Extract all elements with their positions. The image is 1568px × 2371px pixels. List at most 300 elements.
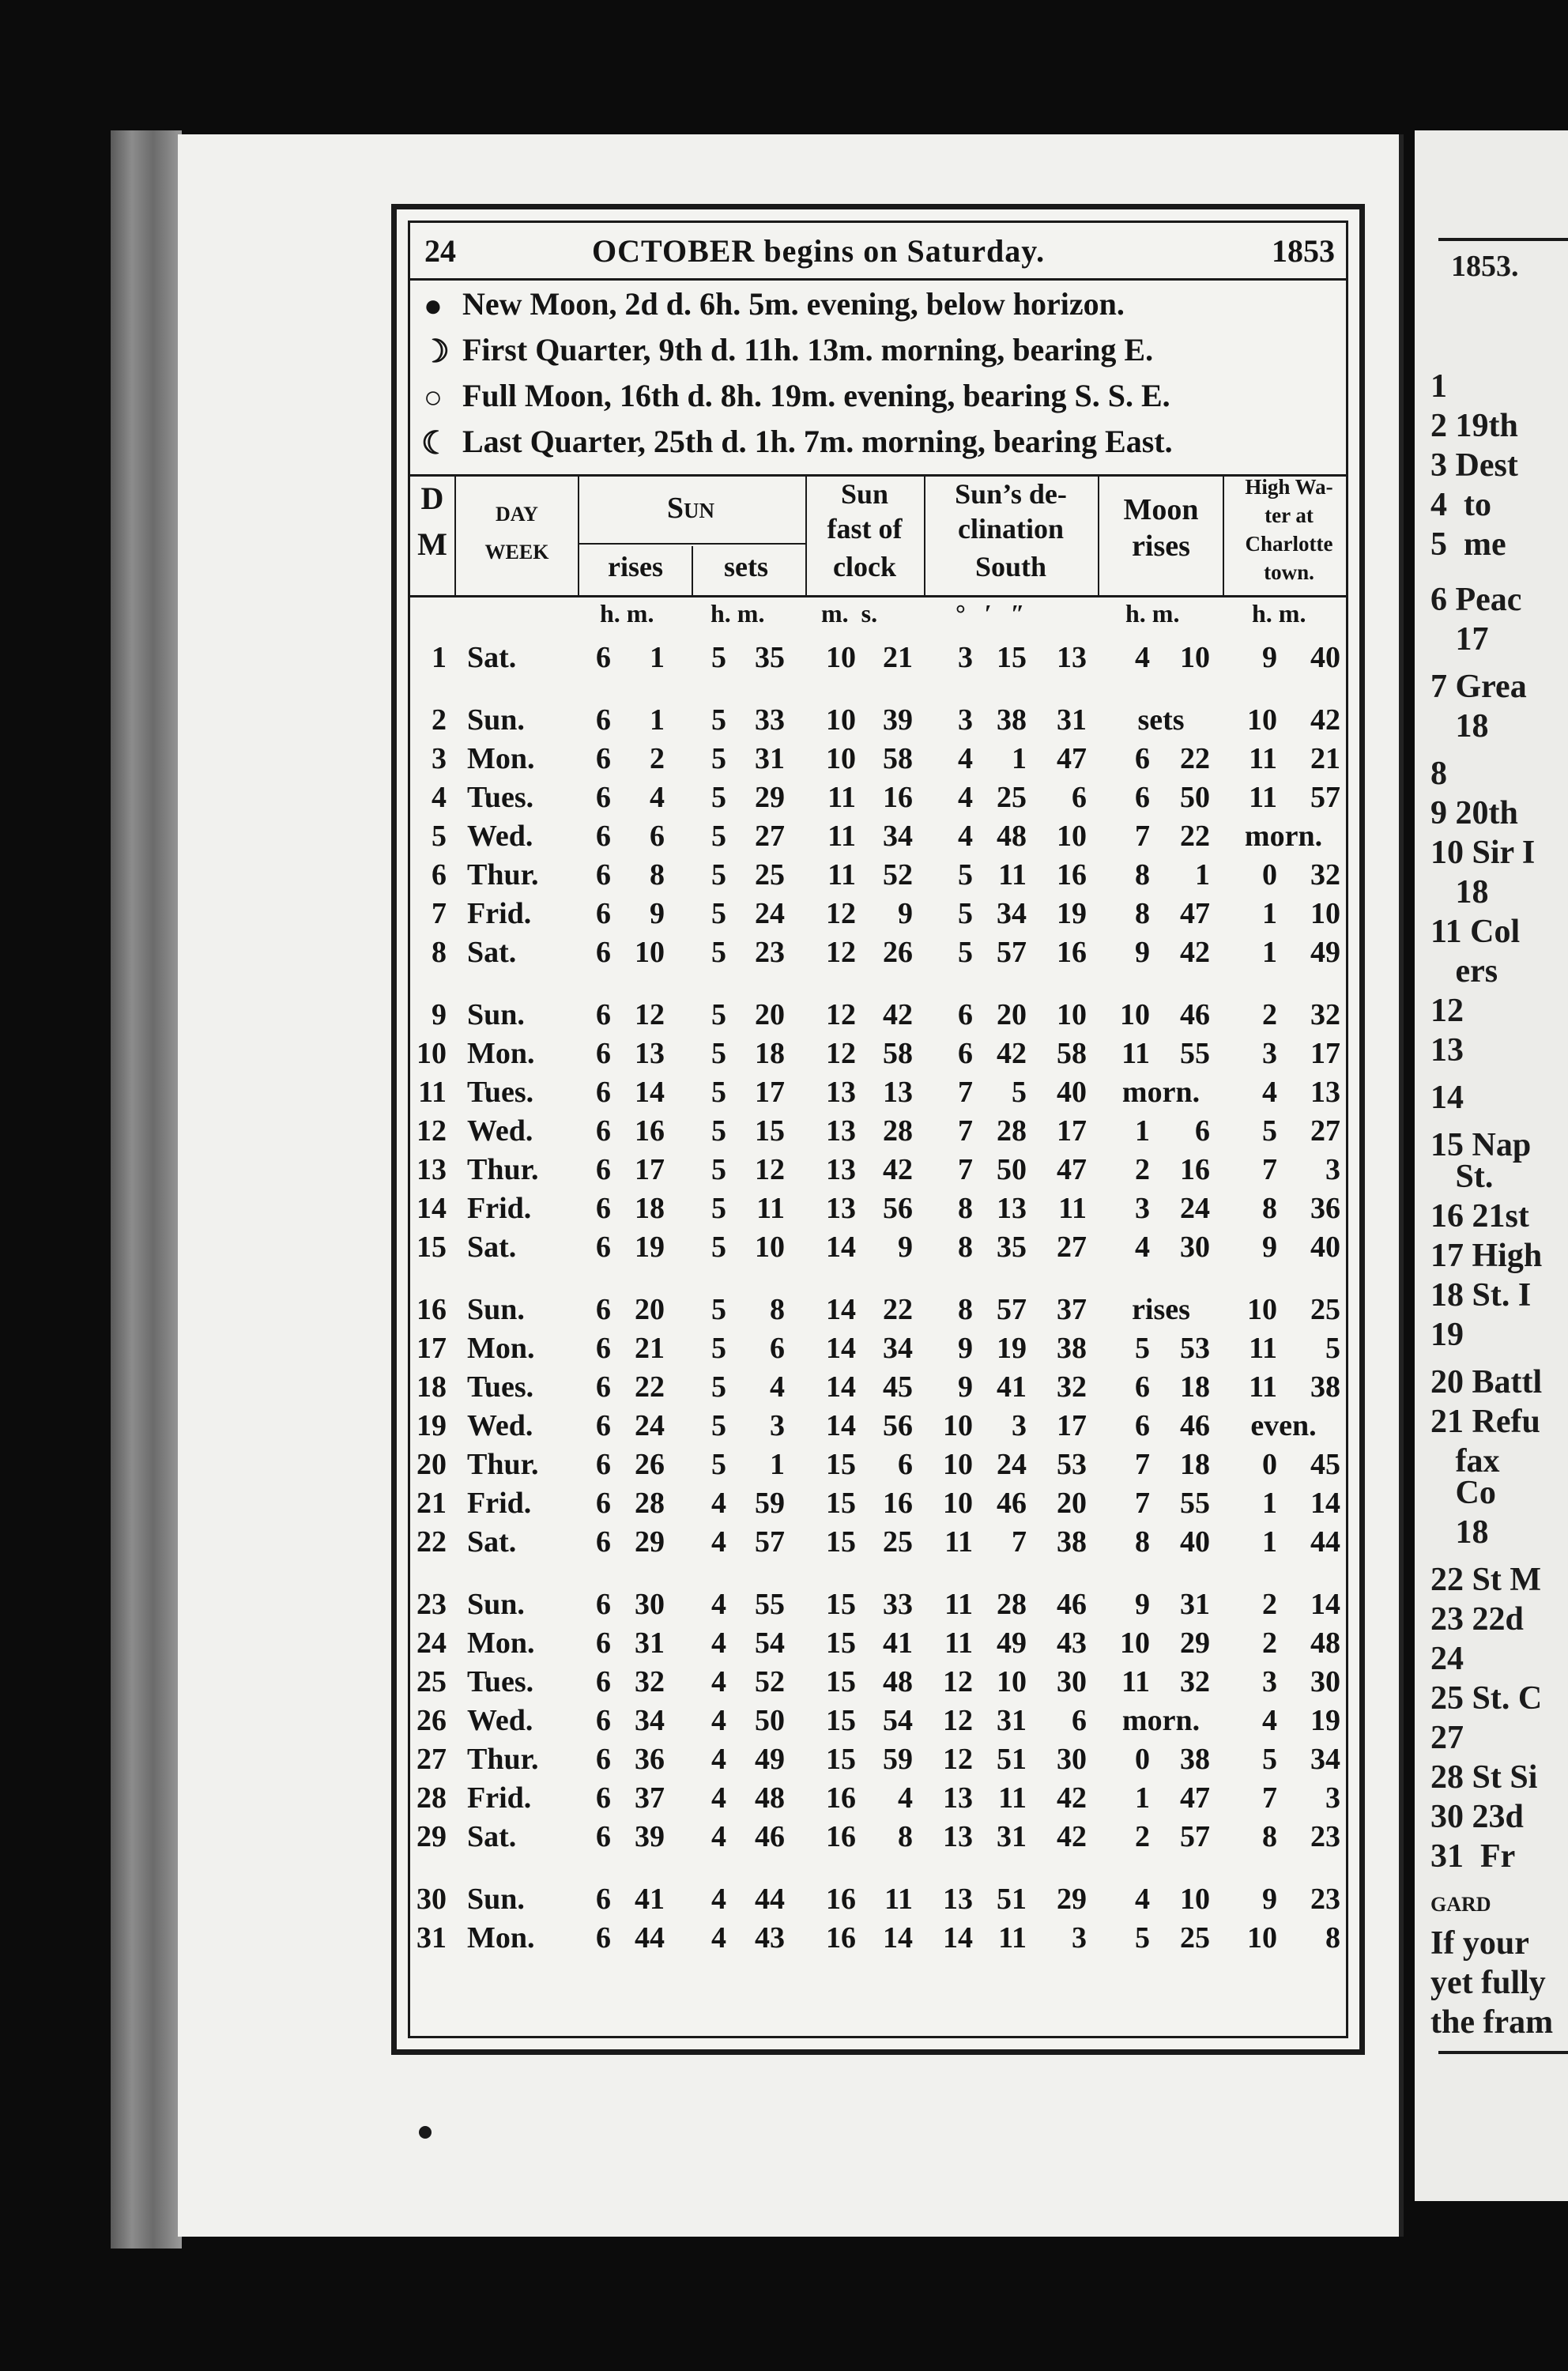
cell-fm: 14 xyxy=(826,1409,856,1442)
cell-d: 8 xyxy=(432,936,447,969)
cell-sm: 44 xyxy=(755,1883,785,1916)
cell-fs: 6 xyxy=(898,1448,913,1481)
right-page-line: ers xyxy=(1430,953,1498,989)
right-page-line: 28 St Si xyxy=(1430,1759,1538,1796)
cell-mh: 4 xyxy=(1135,1231,1150,1264)
header-hw-3: Charlotte xyxy=(1245,532,1333,556)
cell-sm: 4 xyxy=(770,1370,785,1404)
cell-d: 4 xyxy=(432,781,447,814)
cell-mh: morn. xyxy=(1121,1076,1200,1109)
cell-fm: 14 xyxy=(826,1231,856,1264)
cell-sm: 8 xyxy=(770,1293,785,1326)
cell-mh: 5 xyxy=(1135,1921,1150,1954)
table-row xyxy=(410,1663,1346,1701)
cell-sm: 12 xyxy=(755,1153,785,1186)
cell-sh: 5 xyxy=(711,1192,726,1225)
cell-mm: 22 xyxy=(1180,742,1210,775)
cell-hm: 3 xyxy=(1325,1153,1340,1186)
right-page-line: 12 xyxy=(1430,993,1464,1029)
cell-fs: 14 xyxy=(883,1921,913,1954)
cell-ds: 10 xyxy=(1057,820,1087,853)
cell-hh: 2 xyxy=(1262,1627,1277,1660)
units-row xyxy=(410,599,1346,639)
table-row xyxy=(410,1151,1346,1189)
cell-w: Frid. xyxy=(467,1192,532,1225)
cell-rm: 36 xyxy=(635,1743,665,1776)
cell-sh: 4 xyxy=(711,1704,726,1737)
cell-hh: 1 xyxy=(1262,1487,1277,1520)
cell-dd: 7 xyxy=(958,1076,973,1109)
cell-rm: 6 xyxy=(650,820,665,853)
cell-fs: 39 xyxy=(883,703,913,737)
cell-mh: 6 xyxy=(1135,1370,1150,1404)
header-fast-1: Sun xyxy=(840,478,889,510)
cell-d: 2 xyxy=(432,703,447,737)
cell-sh: 5 xyxy=(711,1448,726,1481)
cell-mh: 11 xyxy=(1121,1665,1150,1698)
cell-dd: 10 xyxy=(943,1448,973,1481)
right-page-line: 16 21st xyxy=(1430,1198,1529,1235)
cell-fm: 15 xyxy=(826,1588,856,1621)
cell-fs: 16 xyxy=(883,1487,913,1520)
cell-sm: 33 xyxy=(755,703,785,737)
almanac-table-frame xyxy=(391,204,1365,2055)
unit-hw: h. m. xyxy=(1252,599,1306,628)
right-page-line: 7 Grea xyxy=(1430,669,1527,705)
cell-hh: morn. xyxy=(1244,820,1323,853)
cell-mm: 46 xyxy=(1180,1409,1210,1442)
phase-text: New Moon, 2d d. 6h. 5m. evening, below horizon. xyxy=(462,286,1125,322)
cell-sh: 5 xyxy=(711,897,726,930)
cell-sh: 4 xyxy=(711,1525,726,1559)
cell-fs: 58 xyxy=(883,742,913,775)
right-page-line: yet fully xyxy=(1430,1965,1546,2001)
cell-mm: 57 xyxy=(1180,1820,1210,1853)
cell-hm: 32 xyxy=(1310,998,1340,1031)
cell-hh: 9 xyxy=(1262,1231,1277,1264)
cell-d: 30 xyxy=(416,1883,447,1916)
cell-w: Sat. xyxy=(467,1820,517,1853)
cell-rh: 6 xyxy=(596,1704,611,1737)
cell-mm: 53 xyxy=(1180,1332,1210,1365)
right-page-line: 17 xyxy=(1430,621,1489,658)
table-row xyxy=(410,740,1346,778)
cell-fs: 13 xyxy=(883,1076,913,1109)
cell-rh: 6 xyxy=(596,1743,611,1776)
cell-sm: 59 xyxy=(755,1487,785,1520)
right-page-line: 30 23d xyxy=(1430,1799,1524,1835)
cell-fm: 10 xyxy=(826,641,856,674)
unit-sets: h. m. xyxy=(710,599,765,628)
cell-ds: 13 xyxy=(1057,641,1087,674)
cell-mm: 47 xyxy=(1180,897,1210,930)
cell-sh: 4 xyxy=(711,1487,726,1520)
cell-hh: 1 xyxy=(1262,1525,1277,1559)
cell-w: Tues. xyxy=(467,781,534,814)
cell-rh: 6 xyxy=(596,820,611,853)
cell-hm: 14 xyxy=(1310,1487,1340,1520)
cell-sm: 43 xyxy=(755,1921,785,1954)
header-hw-4: town. xyxy=(1264,560,1314,584)
table-row xyxy=(410,856,1346,894)
table-row xyxy=(410,1523,1346,1561)
table-row xyxy=(410,1585,1346,1623)
cell-rm: 17 xyxy=(635,1153,665,1186)
cell-rm: 34 xyxy=(635,1704,665,1737)
cell-dd: 3 xyxy=(958,641,973,674)
cell-rh: 6 xyxy=(596,1448,611,1481)
right-page-line: If your xyxy=(1430,1925,1529,1962)
cell-hm: 19 xyxy=(1310,1704,1340,1737)
cell-dmm: 24 xyxy=(997,1448,1027,1481)
cell-mm: 32 xyxy=(1180,1665,1210,1698)
cell-rh: 6 xyxy=(596,1883,611,1916)
right-page-line: 18 xyxy=(1430,708,1489,744)
cell-d: 9 xyxy=(432,998,447,1031)
cell-fm: 13 xyxy=(826,1153,856,1186)
cell-dmm: 25 xyxy=(997,781,1027,814)
right-page-line: 11 Col xyxy=(1430,914,1521,950)
cell-dd: 12 xyxy=(943,1704,973,1737)
cell-rh: 6 xyxy=(596,1820,611,1853)
cell-rm: 12 xyxy=(635,998,665,1031)
cell-d: 7 xyxy=(432,897,447,930)
cell-ds: 17 xyxy=(1057,1114,1087,1148)
cell-dmm: 42 xyxy=(997,1037,1027,1070)
cell-mm: 10 xyxy=(1180,1883,1210,1916)
cell-ds: 11 xyxy=(1058,1192,1087,1225)
cell-rh: 6 xyxy=(596,1231,611,1264)
cell-d: 1 xyxy=(432,641,447,674)
cell-w: Frid. xyxy=(467,1781,532,1815)
cell-hh: 11 xyxy=(1249,742,1277,775)
cell-d: 19 xyxy=(416,1409,447,1442)
cell-sh: 5 xyxy=(711,781,726,814)
cell-w: Wed. xyxy=(467,1114,533,1148)
cell-w: Sun. xyxy=(467,703,525,737)
cell-d: 16 xyxy=(416,1293,447,1326)
cell-mm: 55 xyxy=(1180,1037,1210,1070)
cell-ds: 38 xyxy=(1057,1332,1087,1365)
unit-rises: h. m. xyxy=(600,599,654,628)
cell-dd: 8 xyxy=(958,1192,973,1225)
cell-dd: 13 xyxy=(943,1820,973,1853)
cell-mm: 16 xyxy=(1180,1153,1210,1186)
cell-hm: 13 xyxy=(1310,1076,1340,1109)
cell-dd: 10 xyxy=(943,1409,973,1442)
cell-ds: 27 xyxy=(1057,1231,1087,1264)
cell-dmm: 28 xyxy=(997,1588,1027,1621)
cell-sm: 50 xyxy=(755,1704,785,1737)
cell-ds: 42 xyxy=(1057,1820,1087,1853)
header-hw-1: High Wa- xyxy=(1245,475,1333,499)
cell-w: Sat. xyxy=(467,936,517,969)
cell-ds: 30 xyxy=(1057,1665,1087,1698)
cell-hm: 17 xyxy=(1310,1037,1340,1070)
header-decl-1: Sun’s de- xyxy=(955,478,1067,510)
header-sun: Sun xyxy=(666,492,715,525)
cell-hm: 48 xyxy=(1310,1627,1340,1660)
cell-rm: 22 xyxy=(635,1370,665,1404)
right-page-line: 24 xyxy=(1430,1641,1464,1677)
right-page-line: 8 xyxy=(1430,756,1447,792)
cell-rh: 6 xyxy=(596,742,611,775)
table-row xyxy=(410,1446,1346,1483)
header-decl-3: South xyxy=(974,551,1047,582)
cell-sm: 1 xyxy=(770,1448,785,1481)
cell-dmm: 49 xyxy=(997,1627,1027,1660)
cell-d: 12 xyxy=(416,1114,447,1148)
cell-w: Thur. xyxy=(467,858,539,891)
cell-dmm: 31 xyxy=(997,1704,1027,1737)
cell-dmm: 57 xyxy=(997,1293,1027,1326)
cell-ds: 16 xyxy=(1057,936,1087,969)
cell-rh: 6 xyxy=(596,858,611,891)
cell-fs: 48 xyxy=(883,1665,913,1698)
cell-rm: 21 xyxy=(635,1332,665,1365)
cell-fm: 15 xyxy=(826,1665,856,1698)
unit-fast: m. s. xyxy=(821,599,878,628)
cell-fm: 15 xyxy=(826,1487,856,1520)
cell-sh: 5 xyxy=(711,1076,726,1109)
cell-rm: 31 xyxy=(635,1627,665,1660)
cell-mh: 3 xyxy=(1135,1192,1150,1225)
cell-hm: 23 xyxy=(1310,1820,1340,1853)
cell-dd: 4 xyxy=(958,742,973,775)
cell-hm: 49 xyxy=(1310,936,1340,969)
cell-d: 20 xyxy=(416,1448,447,1481)
table-row xyxy=(410,996,1346,1034)
cell-mh: sets xyxy=(1137,703,1185,737)
cell-d: 31 xyxy=(416,1921,447,1954)
cell-rm: 29 xyxy=(635,1525,665,1559)
cell-hm: 3 xyxy=(1325,1781,1340,1815)
cell-d: 10 xyxy=(416,1037,447,1070)
cell-hm: 36 xyxy=(1310,1192,1340,1225)
cell-mm: 47 xyxy=(1180,1781,1210,1815)
cell-hm: 27 xyxy=(1310,1114,1340,1148)
cell-sh: 4 xyxy=(711,1627,726,1660)
cell-d: 29 xyxy=(416,1820,447,1853)
cell-dmm: 5 xyxy=(1012,1076,1027,1109)
right-page-line: St. xyxy=(1430,1159,1494,1195)
cell-mh: 11 xyxy=(1121,1037,1150,1070)
cell-mh: 4 xyxy=(1135,641,1150,674)
cell-hh: 5 xyxy=(1262,1743,1277,1776)
cell-rm: 28 xyxy=(635,1487,665,1520)
cell-dmm: 51 xyxy=(997,1743,1027,1776)
header-sun-sets: sets xyxy=(724,551,768,582)
cell-fs: 58 xyxy=(883,1037,913,1070)
cell-sh: 4 xyxy=(711,1921,726,1954)
right-page-line: fax xyxy=(1430,1443,1500,1480)
cell-hh: 0 xyxy=(1262,858,1277,891)
cell-dd: 5 xyxy=(958,858,973,891)
cell-ds: 3 xyxy=(1072,1921,1087,1954)
cell-dmm: 1 xyxy=(1012,742,1027,775)
cell-sh: 4 xyxy=(711,1743,726,1776)
cell-sm: 52 xyxy=(755,1665,785,1698)
cell-dmm: 57 xyxy=(997,936,1027,969)
header-d: D xyxy=(420,481,444,516)
cell-hh: 8 xyxy=(1262,1192,1277,1225)
ink-dot xyxy=(419,2126,432,2139)
cell-mh: 9 xyxy=(1135,1588,1150,1621)
right-page-line: 3 Dest xyxy=(1430,447,1518,484)
cell-d: 24 xyxy=(416,1627,447,1660)
unit-moon: h. m. xyxy=(1125,599,1180,628)
right-page-line: 14 xyxy=(1430,1080,1464,1116)
right-page-line: 19 xyxy=(1430,1317,1464,1353)
cell-fs: 56 xyxy=(883,1409,913,1442)
cell-rm: 9 xyxy=(650,897,665,930)
cell-sh: 5 xyxy=(711,858,726,891)
cell-rm: 32 xyxy=(635,1665,665,1698)
first-quarter-icon: ☽ xyxy=(421,334,450,369)
cell-rh: 6 xyxy=(596,1409,611,1442)
cell-rh: 6 xyxy=(596,1921,611,1954)
cell-sh: 5 xyxy=(711,1409,726,1442)
cell-fs: 26 xyxy=(883,936,913,969)
cell-hh: 10 xyxy=(1247,1921,1277,1954)
cell-fm: 15 xyxy=(826,1743,856,1776)
cell-sm: 23 xyxy=(755,936,785,969)
cell-mh: 8 xyxy=(1135,1525,1150,1559)
table-row xyxy=(410,778,1346,816)
cell-sh: 5 xyxy=(711,1114,726,1148)
cell-hm: 10 xyxy=(1310,897,1340,930)
cell-hh: 3 xyxy=(1262,1037,1277,1070)
cell-ds: 6 xyxy=(1072,1704,1087,1737)
cell-w: Wed. xyxy=(467,1704,533,1737)
cell-rh: 6 xyxy=(596,1192,611,1225)
table-row xyxy=(410,817,1346,855)
cell-hm: 8 xyxy=(1325,1921,1340,1954)
cell-hm: 45 xyxy=(1310,1448,1340,1481)
cell-hh: 4 xyxy=(1262,1076,1277,1109)
cell-sm: 49 xyxy=(755,1743,785,1776)
cell-fm: 14 xyxy=(826,1332,856,1365)
cell-ds: 19 xyxy=(1057,897,1087,930)
cell-hh: 11 xyxy=(1249,1370,1277,1404)
cell-dd: 9 xyxy=(958,1332,973,1365)
cell-d: 18 xyxy=(416,1370,447,1404)
cell-w: Tues. xyxy=(467,1370,534,1404)
cell-dd: 4 xyxy=(958,820,973,853)
right-page-year: 1853. xyxy=(1451,250,1519,283)
table-row xyxy=(410,1291,1346,1329)
cell-mm: 38 xyxy=(1180,1743,1210,1776)
cell-dd: 10 xyxy=(943,1487,973,1520)
cell-hh: 0 xyxy=(1262,1448,1277,1481)
cell-sm: 35 xyxy=(755,641,785,674)
cell-sh: 5 xyxy=(711,1153,726,1186)
cell-hm: 40 xyxy=(1310,641,1340,674)
cell-mh: 7 xyxy=(1135,1448,1150,1481)
cell-hh: 4 xyxy=(1262,1704,1277,1737)
cell-hm: 14 xyxy=(1310,1588,1340,1621)
cell-w: Mon. xyxy=(467,1921,535,1954)
table-row xyxy=(410,1035,1346,1072)
header-m: M xyxy=(417,526,447,562)
new-moon-icon: ● xyxy=(423,288,443,323)
cell-mm: 1 xyxy=(1195,858,1210,891)
cell-fm: 16 xyxy=(826,1883,856,1916)
cell-sh: 5 xyxy=(711,1332,726,1365)
cell-fs: 54 xyxy=(883,1704,913,1737)
almanac-table xyxy=(408,221,1348,2038)
cell-dd: 7 xyxy=(958,1153,973,1186)
cell-hh: 7 xyxy=(1262,1153,1277,1186)
cell-mm: 10 xyxy=(1180,641,1210,674)
right-page-line: 6 Peac xyxy=(1430,582,1522,618)
cell-ds: 58 xyxy=(1057,1037,1087,1070)
cell-fm: 16 xyxy=(826,1781,856,1815)
table-row xyxy=(410,639,1346,677)
cell-rm: 10 xyxy=(635,936,665,969)
cell-rh: 6 xyxy=(596,998,611,1031)
cell-w: Wed. xyxy=(467,820,533,853)
right-page-line: 22 St M xyxy=(1430,1562,1541,1598)
cell-d: 11 xyxy=(418,1076,447,1109)
cell-sh: 5 xyxy=(711,1370,726,1404)
cell-mm: 22 xyxy=(1180,820,1210,853)
cell-dd: 12 xyxy=(943,1665,973,1698)
cell-sh: 4 xyxy=(711,1781,726,1815)
cell-rh: 6 xyxy=(596,781,611,814)
header-week: WEEK xyxy=(484,541,549,564)
cell-fs: 9 xyxy=(898,1231,913,1264)
cell-mh: morn. xyxy=(1121,1704,1200,1737)
right-page-line: the fram xyxy=(1430,2004,1554,2041)
cell-mm: 55 xyxy=(1180,1487,1210,1520)
cell-sm: 15 xyxy=(755,1114,785,1148)
header-moon-1: Moon xyxy=(1123,493,1199,526)
cell-fs: 28 xyxy=(883,1114,913,1148)
cell-hh: 10 xyxy=(1247,703,1277,737)
cell-dd: 5 xyxy=(958,897,973,930)
table-row xyxy=(410,1073,1346,1111)
right-page-line: GARD xyxy=(1430,1893,1491,1916)
cell-dd: 11 xyxy=(944,1627,973,1660)
cell-mh: 10 xyxy=(1120,998,1150,1031)
cell-rh: 6 xyxy=(596,1037,611,1070)
cell-rh: 6 xyxy=(596,1332,611,1365)
cell-rh: 6 xyxy=(596,1627,611,1660)
cell-w: Sun. xyxy=(467,1293,525,1326)
cell-rm: 1 xyxy=(650,703,665,737)
cell-dd: 6 xyxy=(958,998,973,1031)
table-row xyxy=(410,933,1346,971)
cell-hm: 21 xyxy=(1310,742,1340,775)
cell-mm: 6 xyxy=(1195,1114,1210,1148)
header-fast-2: fast of xyxy=(827,513,903,545)
cell-dd: 13 xyxy=(943,1883,973,1916)
cell-d: 17 xyxy=(416,1332,447,1365)
right-page-fragment xyxy=(1415,130,1568,2201)
cell-sh: 5 xyxy=(711,936,726,969)
cell-ds: 29 xyxy=(1057,1883,1087,1916)
cell-d: 26 xyxy=(416,1704,447,1737)
table-row xyxy=(410,895,1346,933)
cell-dd: 11 xyxy=(944,1525,973,1559)
cell-hm: 5 xyxy=(1325,1332,1340,1365)
cell-fs: 16 xyxy=(883,781,913,814)
cell-d: 15 xyxy=(416,1231,447,1264)
cell-fm: 12 xyxy=(826,1037,856,1070)
cell-fs: 11 xyxy=(884,1883,913,1916)
cell-d: 25 xyxy=(416,1665,447,1698)
